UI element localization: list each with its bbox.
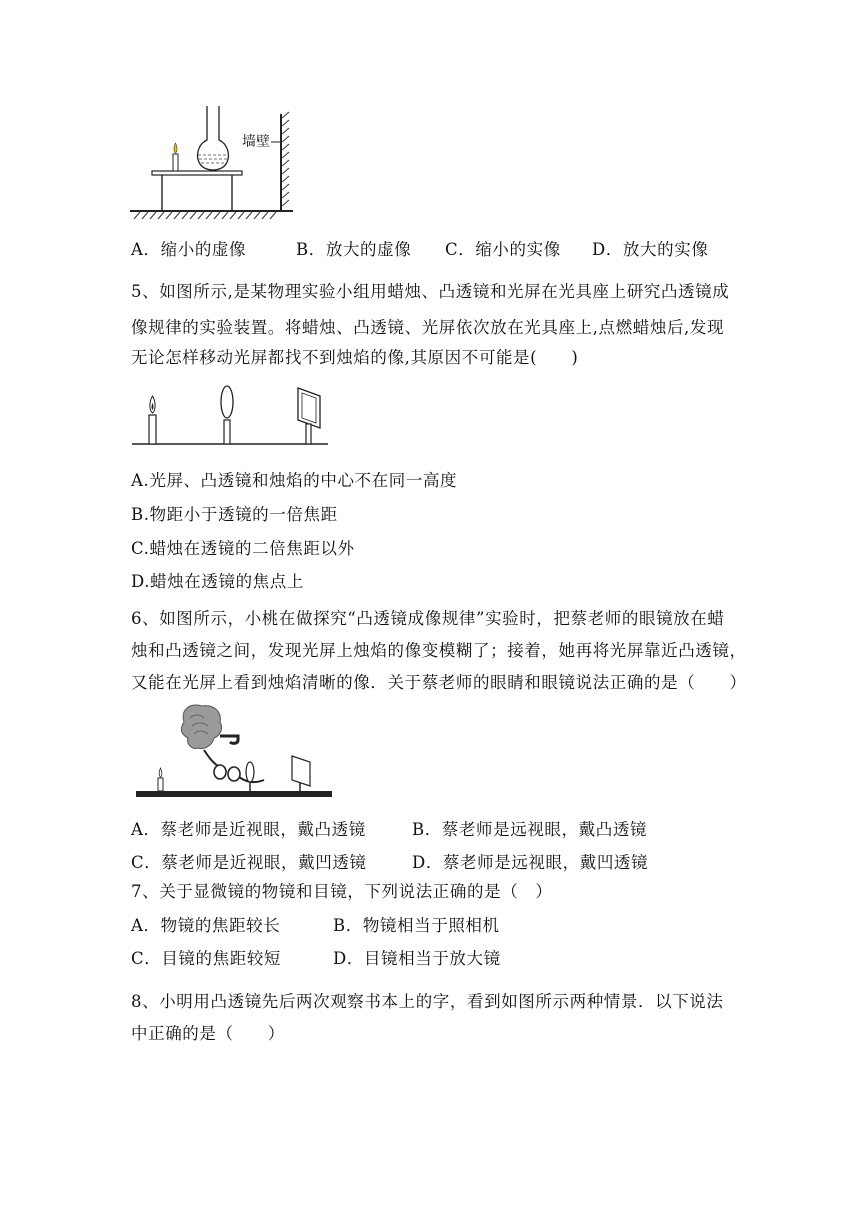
q5-option-b[interactable]: B.物距小于透镜的一倍焦距 — [131, 505, 338, 524]
q5-option-d[interactable]: D.蜡烛在透镜的焦点上 — [131, 572, 304, 591]
q5-option-c[interactable]: C.蜡烛在透镜的二倍焦距以外 — [131, 539, 355, 558]
q6-option-b[interactable]: B．蔡老师是远视眼，戴凸透镜 — [412, 820, 648, 839]
q5-option-a[interactable]: A.光屏、凸透镜和烛焰的中心不在同一高度 — [131, 471, 458, 490]
wall-label: 墙壁 — [242, 134, 270, 150]
q6-stem-line-1: 6、如图所示，小桃在做探究“凸透镜成像规律”实验时，把蔡老师的眼镜放在蜡 — [131, 609, 725, 628]
q6-option-c[interactable]: C．蔡老师是近视眼，戴凹透镜 — [131, 853, 367, 872]
q8-stem-line-1: 8、小明用凸透镜先后两次观察书本上的字，看到如图所示两种情景．以下说法 — [131, 992, 724, 1011]
q6-stem-line-3: 又能在光屏上看到烛焰清晰的像．关于蔡老师的眼睛和眼镜说法正确的是（ ） — [131, 673, 747, 692]
q7-option-a[interactable]: A．物镜的焦距较长 — [131, 916, 281, 935]
q4-option-d[interactable]: D．放大的实像 — [592, 240, 709, 259]
q5-figure-optical-bench — [130, 384, 330, 450]
q6-stem-line-2: 烛和凸透镜之间，发现光屏上烛焰的像变模糊了；接着，她再将光屏靠近凸透镜， — [131, 641, 747, 660]
q5-stem-line-3: 无论怎样移动光屏都找不到烛焰的像,其原因不可能是( ) — [131, 348, 579, 367]
q5-stem-line-2: 像规律的实验装置。将蜡烛、凸透镜、光屏依次放在光具座上,点燃蜡烛后,发现 — [131, 318, 725, 337]
q7-option-c[interactable]: C．目镜的焦距较短 — [131, 949, 282, 968]
q6-option-a[interactable]: A．蔡老师是近视眼，戴凸透镜 — [131, 820, 366, 839]
q6-option-d[interactable]: D．蔡老师是远视眼，戴凹透镜 — [412, 853, 649, 872]
q7-option-b[interactable]: B．物镜相当于照相机 — [333, 916, 500, 935]
q8-stem-line-2: 中正确的是（ ） — [131, 1024, 285, 1043]
q4-option-b[interactable]: B．放大的虚像 — [296, 240, 412, 259]
q5-stem-line-1: 5、如图所示,是某物理实验小组用蜡烛、凸透镜和光屏在光具座上研究凸透镜成 — [131, 282, 730, 301]
q4-figure-flask-candle-wall — [128, 104, 298, 220]
q4-option-a[interactable]: A．缩小的虚像 — [131, 240, 247, 259]
q7-option-d[interactable]: D．目镜相当于放大镜 — [333, 949, 501, 968]
q4-option-c[interactable]: C．缩小的实像 — [445, 240, 561, 259]
q7-stem: 7、关于显微镜的物镜和目镜，下列说法正确的是（ ） — [131, 882, 553, 901]
q6-figure-glasses-experiment — [134, 700, 334, 802]
